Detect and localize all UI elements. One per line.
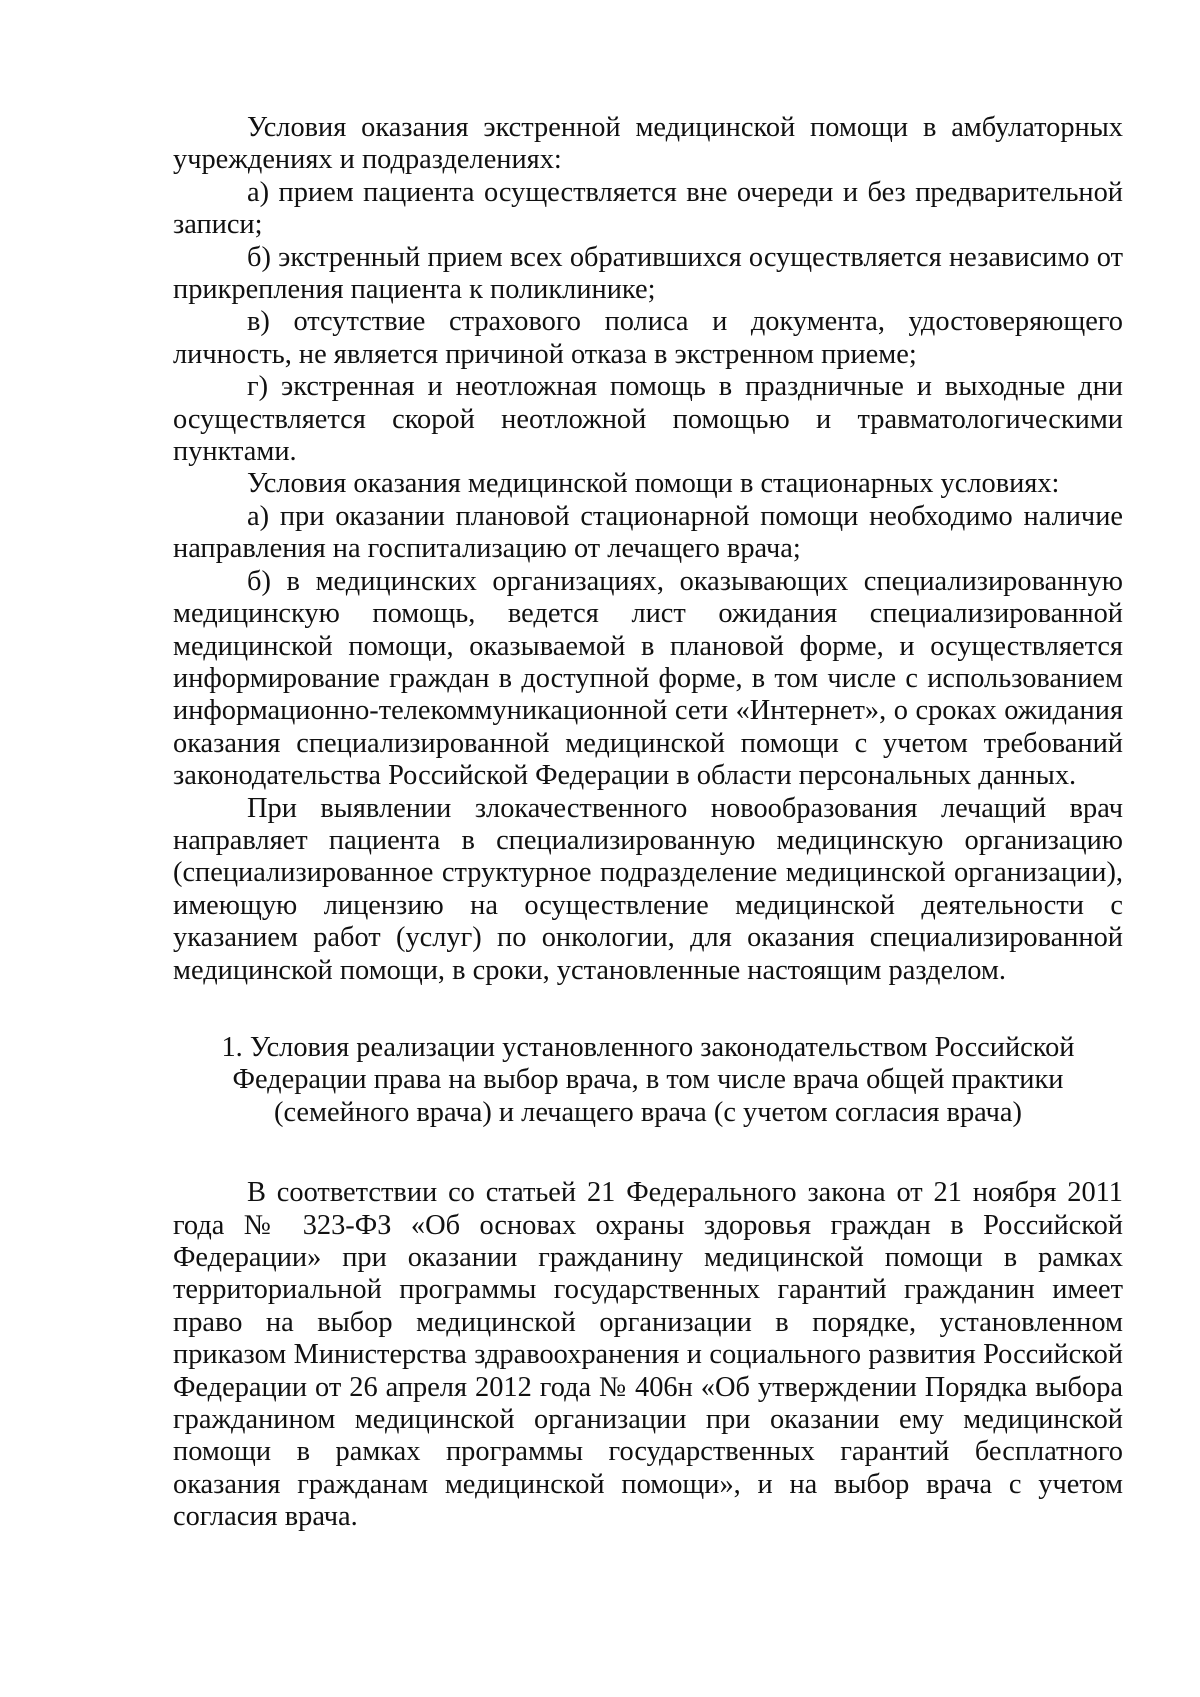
paragraph-oncology-referral: При выявлении злокачественного новообразования лечащий врач направляет пациента в специализированную медицинскую организацию (специализированное структурное подразделение медицинской организации), имеющую лицензию на осуществление медицинской деятельности с указанием работ (услуг) по онкологии, для оказания специализированной медицинской помощи, в сроки, установленные настоящим разделом. <box>173 792 1123 986</box>
paragraph-item-g-holidays: г) экстренная и неотложная помощь в праздничные и выходные дни осуществляется скорой неотложной помощью и травматологическими пунктами. <box>173 371 1123 468</box>
document-page <box>173 112 1123 1534</box>
paragraph-item-v-no-policy: в) отсутствие страхового полиса и документа, удостоверяющего личность, не является причиной отказа в экстренном приеме; <box>173 306 1123 370</box>
section-heading-line-3: (семейного врача) и лечащего врача (с учетом согласия врача) <box>274 1096 1022 1128</box>
paragraph-inpatient-conditions: Условия оказания медицинской помощи в стационарных условиях: <box>247 468 1060 500</box>
section-heading-line-1: 1. Условия реализации установленного законодательством Российской <box>221 1031 1075 1063</box>
paragraph-item-a-no-queue: а) прием пациента осуществляется вне очереди и без предварительной записи; <box>173 176 1123 241</box>
paragraph-emergency-outpatient-conditions: Условия оказания экстренной медицинской помощи в амбулаторных учреждениях и подразделениях: <box>173 112 1123 176</box>
paragraph-right-to-choose: В соответствии со статьей 21 Федерального закона от 21 ноября 2011 года № 323-ФЗ «Об основах охраны здоровья граждан в Российской Федерации» при оказании гражданину медицинской помощи в рамках территориальной программы государственных гарантий гражданин имеет право на выбор медицинской организации в порядке, установленном приказом Министерства здравоохранения и социального развития Российской Федерации от 26 апреля 2012 года № 406н «Об утверждении Порядка выбора гражданином медицинской организации при оказании ему медицинской помощи в рамках программы государственных гарантий бесплатного оказания гражданам медицинской помощи», и на выбор врача с учетом согласия врача. <box>173 1177 1123 1533</box>
section-heading <box>173 1032 1123 1129</box>
section-heading-line-2: Федерации права на выбор врача, в том числе врача общей практики <box>232 1064 1064 1096</box>
paragraph-item-a-referral: а) при оказании плановой стационарной помощи необходимо наличие направления на госпитализацию от лечащего врача; <box>173 500 1123 565</box>
paragraph-item-b-waiting-list: б) в медицинских организациях, оказывающих специализированную медицинскую помощь, ведется лист ожидания специализированной медицинской помощи, оказываемой в плановой форме, и осуществляется информирование граждан в доступной форме, в том числе с использованием информационно-телекоммуникационной сети «Интернет», о сроках ожидания оказания специализированной медицинской помощи с учетом требований законодательства Российской Федерации в области персональных данных. <box>173 565 1123 792</box>
paragraph-item-b-independent-attachment: б) экстренный прием всех обратившихся осуществляется независимо от прикрепления пациента к поликлинике; <box>173 241 1123 306</box>
